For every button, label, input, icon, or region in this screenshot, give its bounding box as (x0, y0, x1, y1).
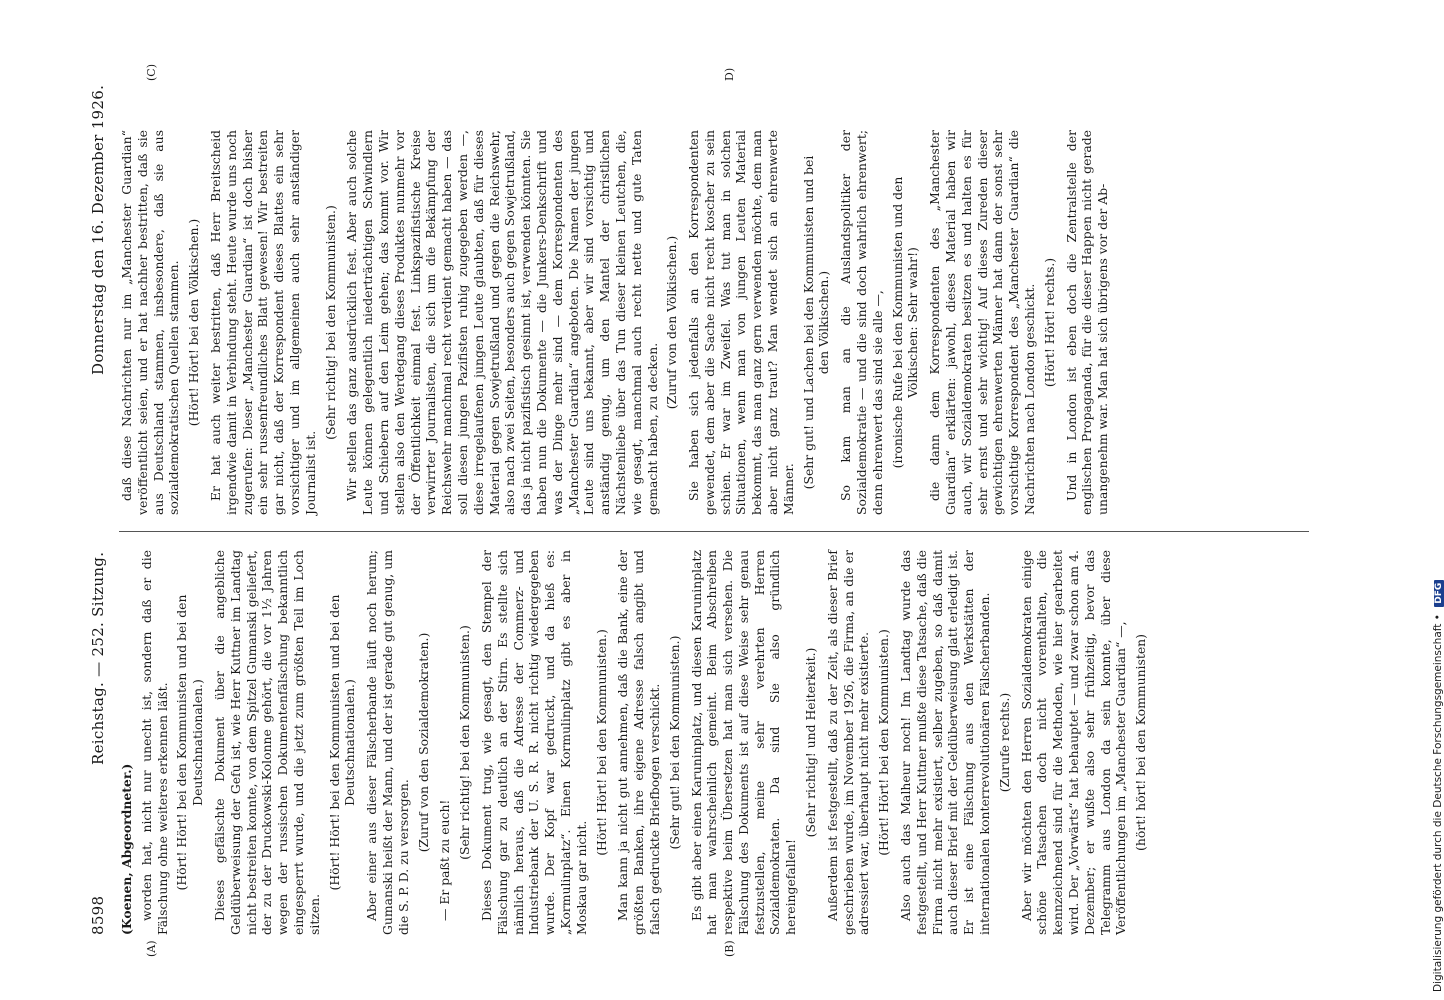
interjection: (Sehr richtig! bei den Kommunisten.) (322, 205, 338, 440)
page-header (83, 55, 113, 935)
interjection: (ironische Rufe bei den Kommunisten und den Völkischen: Sehr wahr!) (889, 176, 921, 469)
interjection: (Hört! Hört! bei den Völkischen.) (186, 218, 202, 427)
column-divider (119, 531, 1309, 532)
interjection: (Sehr gut! und Lachen bei den Kommunisten und bei den Völkischen.) (800, 155, 832, 490)
margin-mark-d: D) (723, 67, 736, 81)
paragraph: Dieses gefälschte Dokument über die angebliche Geldüberweisung der Gefu ist, wie Herr Kuttner im Landtag nicht bestreiten konnte, von dem Spitzel Gumanski geliefert, der zu der Druckowski-Kolonne gehört, die vor 1½ Jahren wegen der russischen Dokumentenfälschung bekanntlich eingesperrt wurde, und die jetzt zum größten Teil im Loch sitzen. (211, 550, 322, 935)
interjection: (Hört! Hört! rechts.) (1041, 257, 1057, 388)
paragraph: So kam man an die Auslandspolitiker der Sozialdemokratie — und die sind doch wahrlich ehrenwert; denn ehrenwert das sind sie alle —, (838, 130, 885, 515)
paragraph: Wir stellen das ganz ausdrücklich fest. Aber auch solche Leute können gelegentlich niederträchtigen Schwindlern und Schiebern auf den Leim gehen; das kommt vor. Wir stellen also den Werdegang dieses Produktes nunmehr vor der Öffentlichkeit einmal fest. Linkspazifistische Kreise verwirrter Journalisten, die sich um die Bekämpfung der Reichswehr manchmal recht verdient gemacht haben — das soll diesen jungen Pazifisten ruhig zugegeben werden —, diese irregelaufenen jungen Leute glaubten, daß für dieses Material gegen Sowjetrußland und gegen die Reichswehr, also nach zwei Seiten, besonders auch gegen Sowjetrußland, das ja nicht pazifistisch gesinnt ist, verwenden könnten. Sie haben nun die Dokumente — die Junkers-Denkschrift und was der Dinge mehr sind — dem Korrespondenten des „Manchester Guardian“ angeboten. Die Namen der jungen Leute sind uns bekannt, aber wir sind vorsichtig und anständig genug, um den Mantel der christlichen Nächstenliebe über das Tun dieser kleinen Leutchen, die, wie gesagt, manchmal auch recht nette und gute Taten gemacht haben, zu decken. (344, 130, 660, 515)
page-number: 8598 (89, 895, 107, 935)
paragraph: Außerdem ist festgestellt, daß zu der Zeit, als dieser Brief geschrieben wurde, im November 1926, die Firma, an die er adressiert war, überhaupt nicht mehr existierte. (824, 550, 872, 935)
paragraph: Aber einer aus dieser Fälscherbande läuft noch herum; Gumanski heißt der Mann, und der ist gerade gut genug, um die S. P. D. zu versorgen. (364, 550, 411, 935)
credit-text: Digitalisierung gefördert durch die Deutsche Forschungsgemeinschaft • (1432, 614, 1444, 992)
paragraph: Man kann ja nicht gut annehmen, daß die Bank, eine der größten Banken, ihre eigene Adresse falsch angibt und falsch gedruckte Briefbogen verschickt. (615, 550, 662, 935)
interjection: (Zurufe rechts.) (996, 692, 1012, 793)
interjection: (Hört! Hört! bei den Kommunisten und bei den Deutschnationalen.) (326, 594, 358, 891)
paragraph: Und in London ist eben doch die Zentralstelle der englischen Propaganda, für die dieser Happen nicht gerade unangenehm war. Man hat sich übrigens vor der Ab- (1063, 130, 1111, 515)
paragraph: — Er paßt zu euch! (437, 799, 453, 921)
interjection: (Hört! Hört! bei den Kommunisten und bei den Deutschnationalen.) (174, 594, 206, 891)
paragraph: Also auch das Malheur noch! Im Landtag wurde das festgestellt, und Herr Kuttner mußte diese Tatsache, daß die Firma nicht mehr existiert, selber zugeben, so daß damit auch dieser Brief mit der Geldüberweisung glatt erledigt ist. Er ist eine Fälschung aus den Werkstätten der internationalen konterrevolutionären Fälscherbanden. (898, 550, 993, 935)
digitization-credit (1418, 0, 1444, 1000)
paragraph: Sie haben sich jedenfalls an den Korrespondenten gewendet, dem aber die Sache nicht recht koscher zu sein schien. Er war im Zweifel. Was tut man in solchen Situationen, wenn man von jungen Leuten Material bekommt, das man ganz gern verwenden möchte, dem man aber nicht ganz traut? Man wendet sich an ehrenwerte Männer. (686, 130, 796, 515)
paragraph: daß diese Nachrichten nur im „Manchester Guardian“ veröffentlicht seien, und er hat nachher bestritten, daß sie aus Deutschland stammen, insbesondere, daß sie aus sozialdemokratischen Quellen stammen. (119, 130, 182, 515)
interjection: (Sehr richtig! bei den Kommunisten.) (457, 625, 473, 860)
paragraph: Dieses Dokument trug, wie gesagt, den Stempel der Fälschung gar zu deutlich an der Stirn. Es stellte sich nämlich heraus, daß die Adresse der Commerz- und Industriebank der U. S. R. R. nicht richtig wiedergegeben wurde. Der Kopf war gedruckt, und da hieß es: „Kormulinplatz“. Einen Kormulinplatz gibt es aber in Moskau gar nicht. (478, 550, 589, 935)
right-text-column (119, 130, 1115, 515)
interjection: (hört! hört! bei den Kommunisten) (1133, 634, 1149, 851)
dfg-logo: DFG (1434, 580, 1444, 607)
margin-mark-a: (A) (145, 940, 158, 957)
paragraph: die dann dem Korrespondenten des „Manchester Guardian“ erklärten: jawohl, dieses Material haben wir auch, wir Sozialdemokraten besitzen es und halten es für sehr ernst und sehr wichtig! Auf dieses Zureden dieser gewichtigen ehrenwerten Männer hat dann der sonst sehr vorsichtige Korrespondent des „Manchester Guardian“ die Nachrichten nach London geschickt. (927, 130, 1038, 515)
document-page (83, 55, 1323, 957)
margin-mark-c: (C) (145, 64, 158, 81)
interjection: (Zuruf von den Sozialdemokraten.) (415, 632, 431, 853)
interjection: (Sehr richtig! und Heiterkeit.) (803, 647, 819, 838)
session-title: Reichstag. — 252. Sitzung. (89, 551, 107, 765)
margin-mark-b: (B) (723, 940, 736, 957)
paragraph: Aber wir möchten den Herren Sozialdemokraten einige schöne Tatsachen doch nicht vorenthalten, die kennzeichnend sind für die Methoden, wie hier gearbeitet wird. Der „Vorwärts“ hat behauptet — und zwar schon am 4. Dezember; er wußte also sehr frühzeitig, bevor das Telegramm aus London da sein konnte, über diese Veröffentlichungen im „Manchester Guardian“ —, (1018, 550, 1129, 935)
interjection: (Hört! Hört! bei den Kommunisten.) (876, 629, 892, 856)
left-text-column (119, 550, 1155, 935)
paragraph: Es gibt aber einen Karuninplatz, und diesen Karuninplatz hat man wahrscheinlich gemeint. Beim Abschreiben respektive beim Übersetzen hat man sich versehen. Die Fälschung des Dokuments ist auf diese Weise sehr genau festzustellen, meine sehr verehrten Herren Sozialdemokraten. Da sind Sie also gründlich hereingefallen! (688, 550, 799, 935)
session-date: Donnerstag den 16. Dezember 1926. (89, 84, 107, 375)
interjection: (Sehr gut! bei den Kommunisten.) (666, 635, 682, 850)
speaker-label: (Koenen, Abgeordneter.) (119, 763, 134, 935)
paragraph: Er hat auch weiter bestritten, daß Herr Breitscheid irgendwie damit in Verbindung steht. Heute wurde uns noch zugerufen: Dieser „Manchester Guardian“ ist doch bisher ein sehr russenfreundliches Blatt gewesen! Wir bestreiten gar nicht, daß der Korrespondent dieses Blattes ein sehr vorsichtiger und im allgemeinen auch sehr anständiger Journalist ist. (207, 130, 318, 515)
paragraph: worden hat, nicht nur unecht ist, sondern daß er die Fälschung ohne weiteres erkennen läßt. (138, 550, 170, 935)
interjection: (Hört! Hört! bei den Kommunisten.) (593, 629, 609, 856)
interjection: (Zuruf von den Völkischen.) (664, 235, 680, 410)
